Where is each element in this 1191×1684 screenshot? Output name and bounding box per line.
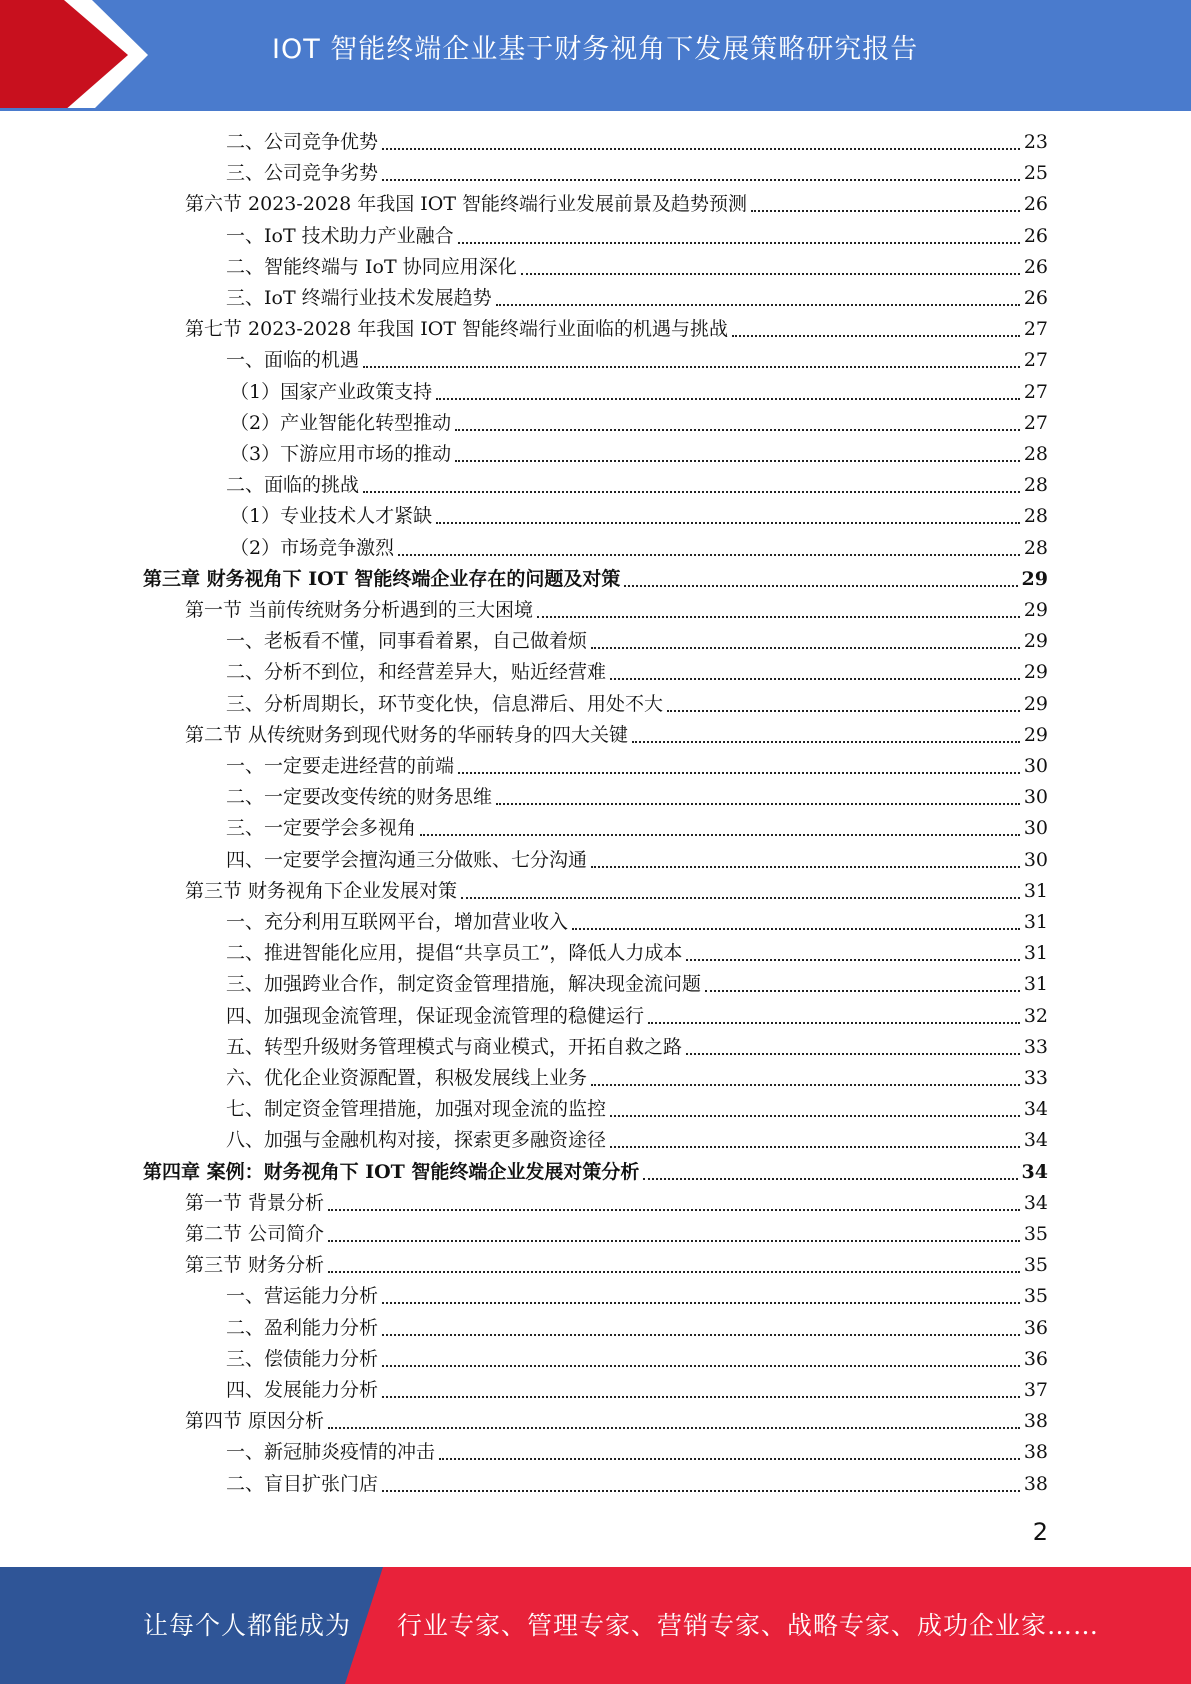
toc-entry-label: 二、公司竞争优势 xyxy=(226,131,379,153)
toc-entry-label: 第六节 2023-2028 年我国 IOT 智能终端行业发展前景及趋势预测 xyxy=(185,193,748,215)
page-header xyxy=(0,0,1191,111)
toc-entry-page: 35 xyxy=(1023,1254,1048,1276)
toc-entry[interactable] xyxy=(230,439,1048,470)
toc-entry[interactable] xyxy=(226,127,1048,158)
toc-dot-leader xyxy=(686,959,1019,961)
toc-chapter-entry[interactable] xyxy=(143,1157,1048,1188)
toc-entry-label: 一、IoT 技术助力产业融合 xyxy=(226,225,454,247)
toc-entry-page: 26 xyxy=(1023,225,1048,247)
toc-entry-page: 28 xyxy=(1023,537,1048,559)
toc-entry-page: 29 xyxy=(1023,724,1048,746)
toc-entry-label: 六、优化企业资源配置，积极发展线上业务 xyxy=(226,1067,588,1089)
toc-entry[interactable] xyxy=(185,720,1048,751)
toc-dot-leader xyxy=(667,710,1020,712)
toc-entry-label: 七、制定资金管理措施，加强对现金流的监控 xyxy=(226,1098,607,1120)
toc-entry-label: 第二节 公司简介 xyxy=(185,1223,325,1245)
toc-entry-label: 二、分析不到位，和经营差异大，贴近经营难 xyxy=(226,661,607,683)
toc-entry[interactable] xyxy=(226,689,1048,720)
toc-entry[interactable] xyxy=(226,1063,1048,1094)
toc-entry-page: 29 xyxy=(1021,568,1048,590)
toc-entry-page: 27 xyxy=(1023,381,1048,403)
toc-entry[interactable] xyxy=(226,751,1048,782)
toc-dot-leader xyxy=(436,398,1020,400)
toc-entry-page: 25 xyxy=(1023,162,1048,184)
toc-entry-page: 29 xyxy=(1023,661,1048,683)
toc-dot-leader xyxy=(537,616,1020,618)
toc-dot-leader xyxy=(496,304,1020,306)
toc-entry-page: 34 xyxy=(1023,1129,1048,1151)
toc-entry-label: 二、盈利能力分析 xyxy=(226,1317,379,1339)
toc-entry-page: 31 xyxy=(1023,880,1048,902)
toc-dot-leader xyxy=(632,741,1020,743)
toc-dot-leader xyxy=(382,1490,1020,1492)
toc-entry-page: 36 xyxy=(1023,1317,1048,1339)
toc-entry-label: 八、加强与金融机构对接，探索更多融资途径 xyxy=(226,1129,607,1151)
toc-dot-leader xyxy=(363,491,1020,493)
toc-entry-label: 一、营运能力分析 xyxy=(226,1285,379,1307)
toc-entry[interactable] xyxy=(226,1125,1048,1156)
toc-entry-label: 二、智能终端与 IoT 协同应用深化 xyxy=(226,256,517,278)
toc-entry-page: 28 xyxy=(1023,505,1048,527)
toc-entry-page: 34 xyxy=(1023,1192,1048,1214)
toc-dot-leader xyxy=(455,460,1020,462)
footer-slogan-left: 让每个人都能成为 xyxy=(143,1611,352,1640)
toc-entry[interactable] xyxy=(226,907,1048,938)
toc-entry-label: 二、面临的挑战 xyxy=(226,474,360,496)
toc-entry-label: （2）市场竞争激烈 xyxy=(230,537,395,559)
toc-entry[interactable] xyxy=(226,938,1048,969)
toc-entry[interactable] xyxy=(185,876,1048,907)
toc-entry-label: 三、分析周期长，环节变化快，信息滞后、用处不大 xyxy=(226,693,664,715)
toc-dot-leader xyxy=(461,897,1020,899)
toc-entry-label: 三、偿债能力分析 xyxy=(226,1348,379,1370)
toc-entry-label: （1）专业技术人才紧缺 xyxy=(230,505,433,527)
toc-dot-leader xyxy=(436,522,1020,524)
toc-entry[interactable] xyxy=(226,470,1048,501)
toc-entry-label: 四、加强现金流管理，保证现金流管理的稳健运行 xyxy=(226,1005,645,1027)
toc-entry[interactable] xyxy=(226,252,1048,283)
toc-entry-label: （1）国家产业政策支持 xyxy=(230,381,433,403)
toc-entry[interactable] xyxy=(230,533,1048,564)
toc-dot-leader xyxy=(643,1178,1017,1180)
toc-chapter-entry[interactable] xyxy=(143,564,1048,595)
toc-entry-page: 31 xyxy=(1023,973,1048,995)
toc-entry-label: 三、公司竞争劣势 xyxy=(226,162,379,184)
report-title: IOT 智能终端企业基于财务视角下发展策略研究报告 xyxy=(272,34,919,65)
toc-entry-label: 二、一定要改变传统的财务思维 xyxy=(226,786,493,808)
toc-entry[interactable] xyxy=(226,1094,1048,1125)
toc-entry-page: 29 xyxy=(1023,630,1048,652)
toc-entry-label: 一、一定要走进经营的前端 xyxy=(226,755,455,777)
toc-dot-leader xyxy=(591,1084,1020,1086)
toc-dot-leader xyxy=(439,1458,1020,1460)
toc-entry-page: 31 xyxy=(1023,911,1048,933)
toc-entry[interactable] xyxy=(226,657,1048,688)
toc-entry-label: 一、面临的机遇 xyxy=(226,349,360,371)
toc-entry-page: 30 xyxy=(1023,786,1048,808)
page-footer xyxy=(0,1567,1191,1684)
toc-dot-leader xyxy=(328,1271,1020,1273)
toc-dot-leader xyxy=(610,1115,1020,1117)
toc-entry-page: 31 xyxy=(1023,942,1048,964)
toc-entry-label: 第一节 当前传统财务分析遇到的三大困境 xyxy=(185,599,534,621)
toc-dot-leader xyxy=(521,273,1020,275)
toc-entry[interactable] xyxy=(230,501,1048,532)
toc-dot-leader xyxy=(572,928,1020,930)
toc-entry-page: 29 xyxy=(1023,599,1048,621)
toc-entry-page: 38 xyxy=(1023,1473,1048,1495)
toc-dot-leader xyxy=(624,585,1017,587)
toc-dot-leader xyxy=(382,1302,1020,1304)
toc-entry-label: 四、发展能力分析 xyxy=(226,1379,379,1401)
toc-entry-page: 33 xyxy=(1023,1067,1048,1089)
toc-dot-leader xyxy=(328,1240,1020,1242)
toc-entry-label: 第三节 财务分析 xyxy=(185,1254,325,1276)
toc-dot-leader xyxy=(591,647,1020,649)
toc-entry[interactable] xyxy=(185,1250,1048,1281)
toc-entry-label: 第三章 财务视角下 IOT 智能终端企业存在的问题及对策 xyxy=(143,568,621,590)
toc-dot-leader xyxy=(610,678,1020,680)
toc-entry-page: 33 xyxy=(1023,1036,1048,1058)
toc-dot-leader xyxy=(398,554,1020,556)
toc-entry-label: （3）下游应用市场的推动 xyxy=(230,443,452,465)
toc-entry[interactable] xyxy=(226,1437,1048,1468)
toc-entry-page: 29 xyxy=(1023,693,1048,715)
toc-entry[interactable] xyxy=(226,1032,1048,1063)
footer-slogan-right: 行业专家、管理专家、营销专家、战略专家、成功企业家…… xyxy=(397,1611,1100,1640)
toc-dot-leader xyxy=(455,429,1020,431)
toc-entry-page: 26 xyxy=(1023,193,1048,215)
toc-dot-leader xyxy=(328,1209,1020,1211)
toc-entry-page: 30 xyxy=(1023,755,1048,777)
toc-dot-leader xyxy=(420,834,1020,836)
toc-entry[interactable] xyxy=(226,813,1048,844)
toc-entry[interactable] xyxy=(226,345,1048,376)
toc-entry-label: 二、盲目扩张门店 xyxy=(226,1473,379,1495)
toc-entry-label: 五、转型升级财务管理模式与商业模式，开拓自救之路 xyxy=(226,1036,683,1058)
toc-entry-page: 26 xyxy=(1023,287,1048,309)
toc-dot-leader xyxy=(382,148,1020,150)
toc-entry-page: 35 xyxy=(1023,1285,1048,1307)
toc-entry[interactable] xyxy=(226,845,1048,876)
toc-entry[interactable] xyxy=(226,1469,1048,1500)
toc-entry-page: 38 xyxy=(1023,1441,1048,1463)
toc-entry-label: 三、IoT 终端行业技术发展趋势 xyxy=(226,287,492,309)
toc-dot-leader xyxy=(458,242,1020,244)
toc-entry-page: 30 xyxy=(1023,849,1048,871)
toc-entry-label: 一、新冠肺炎疫情的冲击 xyxy=(226,1441,436,1463)
toc-entry-page: 38 xyxy=(1023,1410,1048,1432)
toc-entry-label: 第一节 背景分析 xyxy=(185,1192,325,1214)
toc-entry[interactable] xyxy=(185,1406,1048,1437)
toc-entry[interactable] xyxy=(226,283,1048,314)
toc-entry[interactable] xyxy=(230,377,1048,408)
toc-entry-page: 30 xyxy=(1023,817,1048,839)
toc-entry[interactable] xyxy=(226,626,1048,657)
toc-entry-label: 四、一定要学会擅沟通三分做账、七分沟通 xyxy=(226,849,588,871)
toc-entry-label: 第四节 原因分析 xyxy=(185,1410,325,1432)
toc-entry-label: 一、老板看不懂，同事看着累，自己做着烦 xyxy=(226,630,588,652)
toc-entry[interactable] xyxy=(226,969,1048,1000)
toc-entry[interactable] xyxy=(226,1001,1048,1032)
toc-dot-leader xyxy=(496,803,1020,805)
toc-dot-leader xyxy=(458,772,1020,774)
page-number: 2 xyxy=(1032,1518,1048,1546)
toc-entry[interactable] xyxy=(185,1188,1048,1219)
toc-entry-page: 34 xyxy=(1021,1161,1048,1183)
toc-entry-page: 27 xyxy=(1023,318,1048,340)
toc-entry[interactable] xyxy=(185,1219,1048,1250)
toc-entry[interactable] xyxy=(226,1375,1048,1406)
toc-entry[interactable] xyxy=(226,1313,1048,1344)
toc-dot-leader xyxy=(363,366,1020,368)
toc-entry-label: 第二节 从传统财务到现代财务的华丽转身的四大关键 xyxy=(185,724,629,746)
toc-entry[interactable] xyxy=(226,1281,1048,1312)
toc-entry[interactable] xyxy=(185,189,1048,220)
toc-entry-label: 第三节 财务视角下企业发展对策 xyxy=(185,880,458,902)
toc-entry-label: 三、加强跨业合作，制定资金管理措施，解决现金流问题 xyxy=(226,973,702,995)
toc-entry[interactable] xyxy=(230,408,1048,439)
toc-dot-leader xyxy=(610,1146,1020,1148)
toc-entry-label: 第四章 案例：财务视角下 IOT 智能终端企业发展对策分析 xyxy=(143,1161,640,1183)
toc-dot-leader xyxy=(382,179,1020,181)
toc-entry-page: 32 xyxy=(1023,1005,1048,1027)
toc-dot-leader xyxy=(382,1334,1020,1336)
toc-entry[interactable] xyxy=(226,782,1048,813)
toc-dot-leader xyxy=(732,335,1020,337)
toc-dot-leader xyxy=(591,866,1020,868)
toc-dot-leader xyxy=(382,1365,1020,1367)
toc-entry-label: 二、推进智能化应用，提倡“共享员工”，降低人力成本 xyxy=(226,942,683,964)
toc-dot-leader xyxy=(705,990,1020,992)
toc-entry[interactable] xyxy=(226,1344,1048,1375)
toc-entry-page: 26 xyxy=(1023,256,1048,278)
toc-dot-leader xyxy=(648,1022,1020,1024)
toc-entry-page: 36 xyxy=(1023,1348,1048,1370)
toc-entry-page: 37 xyxy=(1023,1379,1048,1401)
toc-entry-page: 28 xyxy=(1023,443,1048,465)
toc-entry[interactable] xyxy=(185,314,1048,345)
toc-dot-leader xyxy=(328,1427,1020,1429)
toc-entry-page: 23 xyxy=(1023,131,1048,153)
toc-entry-page: 27 xyxy=(1023,412,1048,434)
toc-entry-page: 28 xyxy=(1023,474,1048,496)
toc-entry-page: 27 xyxy=(1023,349,1048,371)
toc-entry[interactable] xyxy=(226,158,1048,189)
toc-entry-page: 34 xyxy=(1023,1098,1048,1120)
toc-entry-page: 35 xyxy=(1023,1223,1048,1245)
toc-entry[interactable] xyxy=(226,221,1048,252)
toc-entry[interactable] xyxy=(185,595,1048,626)
toc-dot-leader xyxy=(686,1053,1020,1055)
toc-dot-leader xyxy=(751,210,1020,212)
toc-dot-leader xyxy=(382,1396,1020,1398)
toc-entry-label: 一、充分利用互联网平台，增加营业收入 xyxy=(226,911,569,933)
toc-entry-label: 三、一定要学会多视角 xyxy=(226,817,417,839)
toc-entry-label: （2）产业智能化转型推动 xyxy=(230,412,452,434)
toc-entry-label: 第七节 2023-2028 年我国 IOT 智能终端行业面临的机遇与挑战 xyxy=(185,318,729,340)
